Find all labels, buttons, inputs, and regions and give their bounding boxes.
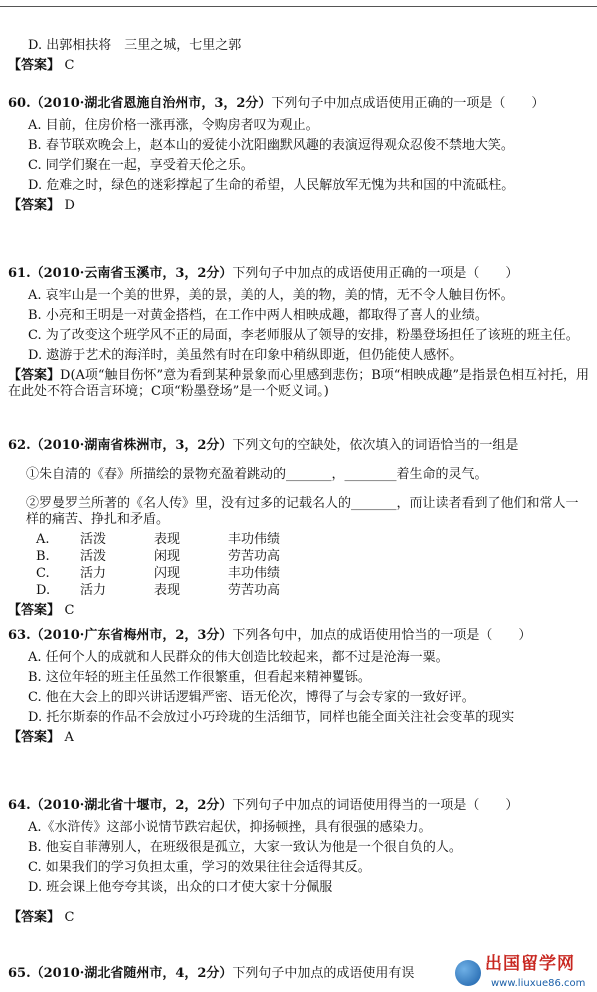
question-number: 60.（2010·湖北省恩施自治州市，3，2分）: [8, 96, 272, 111]
option-b: B. 小亮和王明是一对黄金搭档，在工作中两人相映成趣，都取得了喜人的业绩。: [28, 308, 488, 323]
option-c: C. 如果我们的学习负担太重，学习的效果往往会适得其反。: [28, 860, 371, 875]
option-d: D. 班会课上他夸夸其谈，出众的口才使大家十分佩服: [28, 880, 333, 895]
question-text: 下列各句中，加点的成语使用恰当的一项是（ ）: [232, 628, 532, 643]
option-word-3: 劳苦功高: [228, 583, 281, 598]
option-a: [8, 532, 591, 548]
answer-label: 【答案】: [8, 58, 61, 73]
site-watermark: [455, 956, 593, 990]
option-d: [8, 583, 591, 599]
answer: [8, 910, 591, 926]
answer-explanation: D(A项“触目伤怀”意为看到某种景象而心里感到悲伤；B项“相映成趣”是指景色相互衬托，用在此处不符合语言环境；C项“粉墨登场”是一个贬义词。): [8, 368, 590, 399]
answer: [8, 58, 591, 74]
question-title: [8, 96, 591, 112]
question-60: [8, 96, 591, 214]
answer-value: D: [64, 198, 75, 213]
option-word-2: 闲现: [154, 549, 181, 564]
question-text: 下列句子中加点的成语使用有误: [232, 966, 415, 981]
question-text: 下列文句的空缺处，依次填入的词语恰当的一组是: [232, 438, 519, 453]
answer-label: 【答案】: [8, 730, 61, 745]
option-word-2: 表现: [154, 583, 181, 598]
answer-value: A: [64, 730, 74, 745]
question-number: 65.（2010·湖北省随州市，4，2分）: [8, 966, 233, 981]
option-b: [8, 549, 591, 565]
option-word-3: 劳苦功高: [228, 549, 281, 564]
question-title: [8, 798, 591, 814]
question-64: [8, 798, 591, 926]
option-word-1: 活泼: [80, 549, 107, 564]
option-word-1: 活泼: [80, 532, 107, 547]
option-c: C. 他在大会上的即兴讲话逻辑严密、语无伦次，博得了与会专家的一致好评。: [28, 690, 475, 705]
answer: [8, 730, 591, 746]
option-word-3: 丰功伟绩: [228, 566, 281, 581]
question-63: [8, 628, 591, 746]
option-d: D. 危难之时，绿色的迷彩撑起了生命的希望，人民解放军无愧为共和国的中流砥柱。: [28, 178, 515, 193]
answer: [8, 603, 591, 619]
top-rule: [0, 6, 597, 7]
option-c: C. 同学们聚在一起，享受着天伦之乐。: [28, 158, 254, 173]
option-d: D. 托尔斯泰的作品不会放过小巧玲珑的生活细节，同样也能全面关注社会变革的现实: [28, 710, 515, 725]
answer-label: 【答案】: [8, 910, 61, 925]
answer-value: C: [64, 910, 75, 925]
question-number: 61.（2010·云南省玉溪市，3，2分）: [8, 266, 233, 281]
question-number: 62.（2010·湖南省株洲市，3，2分）: [8, 438, 233, 453]
question-62: [8, 438, 591, 619]
option-word-1: 活力: [80, 566, 107, 581]
option-b: B. 这位年轻的班主任虽然工作很繁重，但看起来精神矍铄。: [28, 670, 371, 685]
option-word-1: 活力: [80, 583, 107, 598]
option-word-3: 丰功伟绩: [228, 532, 281, 547]
question-title: [8, 438, 591, 454]
option-letter: D.: [36, 583, 51, 598]
globe-icon: [455, 960, 481, 986]
answer-label: 【答案】: [8, 198, 61, 213]
question-title: [8, 266, 591, 282]
question-title: [8, 628, 591, 644]
answer: [8, 368, 591, 400]
option-letter: C.: [36, 566, 50, 581]
question-number: 64.（2010·湖北省十堰市，2，2分）: [8, 798, 233, 813]
option-a: A. 任何个人的成就和人民群众的伟大创造比较起来，都不过是沧海一粟。: [28, 650, 449, 665]
question-text: 下列句子中加点的词语使用得当的一项是（ ）: [232, 798, 519, 813]
option-d: D. 遨游于艺术的海洋时，美虽然有时在印象中稍纵即逝，但仍能使人感怀。: [28, 348, 463, 363]
option-d: D. 出郭相扶将 三里之城，七里之郭: [28, 38, 242, 53]
answer: [8, 198, 591, 214]
answer-label: 【答案】: [8, 603, 61, 618]
option-a: A.《水浒传》这部小说情节跌宕起伏，抑扬顿挫，具有很强的感染力。: [28, 820, 432, 835]
option-c: C. 为了改变这个班学风不正的局面，李老师服从了领导的安排，粉墨登场担任了该班的班主任。: [28, 328, 579, 343]
watermark-title: 出国留学网: [485, 954, 575, 974]
question-59-tail: [8, 38, 591, 74]
option-a: A. 目前，住房价格一涨再涨，令购房者叹为观止。: [28, 118, 319, 133]
option-word-2: 闪现: [154, 566, 181, 581]
option-b: B. 春节联欢晚会上，赵本山的爱徒小沈阳幽默风趣的表演逗得观众忍俊不禁地大笑。: [28, 138, 514, 153]
option-a: A. 哀牢山是一个美的世界，美的景，美的人，美的物，美的情，无不令人触目伤怀。: [28, 288, 514, 303]
option-word-2: 表现: [154, 532, 181, 547]
option-b: B. 他妄自菲薄别人，在班级很是孤立，大家一致认为他是一个很自负的人。: [28, 840, 462, 855]
sentence-2: ②罗曼罗兰所著的《名人传》里，没有过多的记载名人的_______，而让读者看到了他们和常人一样的痛苦、挣扎和矛盾。: [26, 496, 579, 527]
question-text: 下列句子中加点成语使用正确的一项是（ ）: [271, 96, 545, 111]
sentence-1: ①朱自清的《春》所描绘的景物充盈着跳动的_______，________着生命的灵气。: [26, 467, 488, 482]
option-letter: B.: [36, 549, 50, 564]
answer-value: C: [64, 58, 75, 73]
question-text: 下列句子中加点的成语使用正确的一项是（ ）: [232, 266, 519, 281]
question-number: 63.（2010·广东省梅州市，2，3分）: [8, 628, 233, 643]
question-61: [8, 266, 591, 413]
answer-value: C: [64, 603, 75, 618]
watermark-url: www.liuxue86.com: [491, 978, 586, 989]
option-c: [8, 566, 591, 582]
answer-label: 【答案】: [8, 368, 61, 383]
option-letter: A.: [36, 532, 50, 547]
